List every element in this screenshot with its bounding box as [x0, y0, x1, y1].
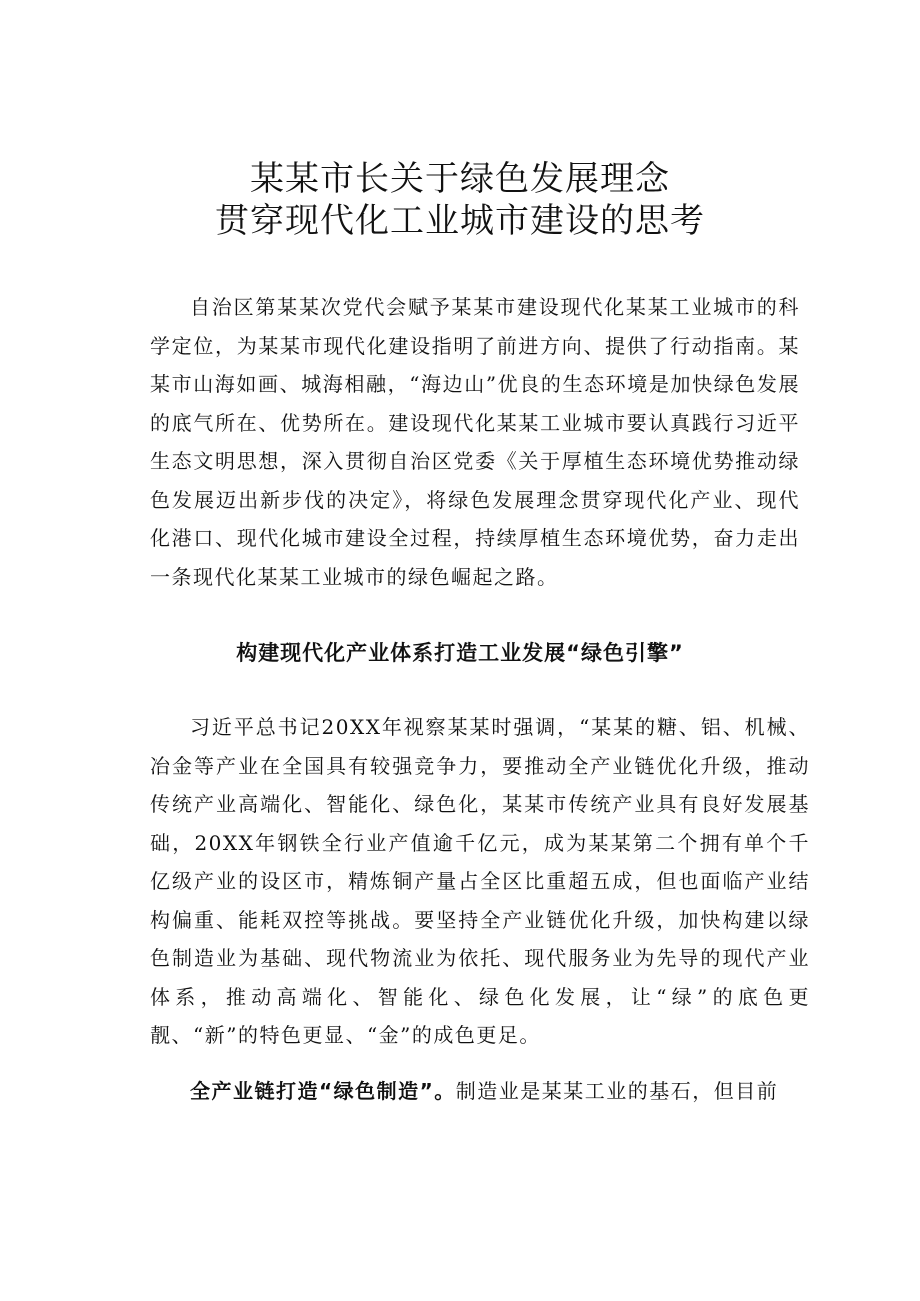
- document-title-line-1: 某某市长关于绿色发展理念: [250, 159, 670, 199]
- document-title-line-2: 贯穿现代化工业城市建设的思考: [215, 201, 705, 241]
- intro-paragraph: 自治区第某某次党代会赋予某某市建设现代化某某工业城市的科学定位，为某某市现代化建设指明了前进方向、提供了行动指南。某某市山海如画、城海相融，“海边山”优良的生态环境是加快绿色发展的底气所在、优势所在。建设现代化某某工业城市要认真践行习近平生态文明思想，深入贯彻自治区党委《关于厚植生态环境优势推动绿色发展迈出新步伐的决定》，将绿色发展理念贯穿现代化产业、现代化港口、现代化城市建设全过程，持续厚植生态环境优势，奋力走出一条现代化某某工业城市的绿色崛起之路。: [150, 295, 800, 589]
- section-paragraph-block: [150, 708, 810, 1055]
- section-paragraph: 习近平总书记20XX年视察某某时强调，“某某的糖、铝、机械、冶金等产业在全国具有较强竞争力，要推动全产业链优化升级，推动传统产业高端化、智能化、绿色化，某某市传统产业具有良好发展基础，20XX年钢铁全行业产值逾千亿元，成为某某第二个拥有单个千亿级产业的设区市，精炼铜产量占全区比重超五成，但也面临产业结构偏重、能耗双控等挑战。要坚持全产业链优化升级，加快构建以绿色制造业为基础、现代物流业为依托、现代服务业为先导的现代产业体系，推动高端化、智能化、绿色化发展，让“绿”的底色更靓、“新”的特色更显、“金”的成色更足。: [150, 715, 810, 1047]
- intro-paragraph-block: [150, 288, 800, 596]
- section-heading: 构建现代化产业体系打造工业发展“绿色引擎”: [236, 641, 684, 665]
- subsection-paragraph-block: [150, 1072, 800, 1111]
- subsection-lead: 全产业链打造“绿色制造”。: [190, 1079, 456, 1103]
- subsection-paragraph: [150, 1072, 800, 1111]
- subsection-text: 制造业是某某工业的基石，但目前: [455, 1079, 779, 1103]
